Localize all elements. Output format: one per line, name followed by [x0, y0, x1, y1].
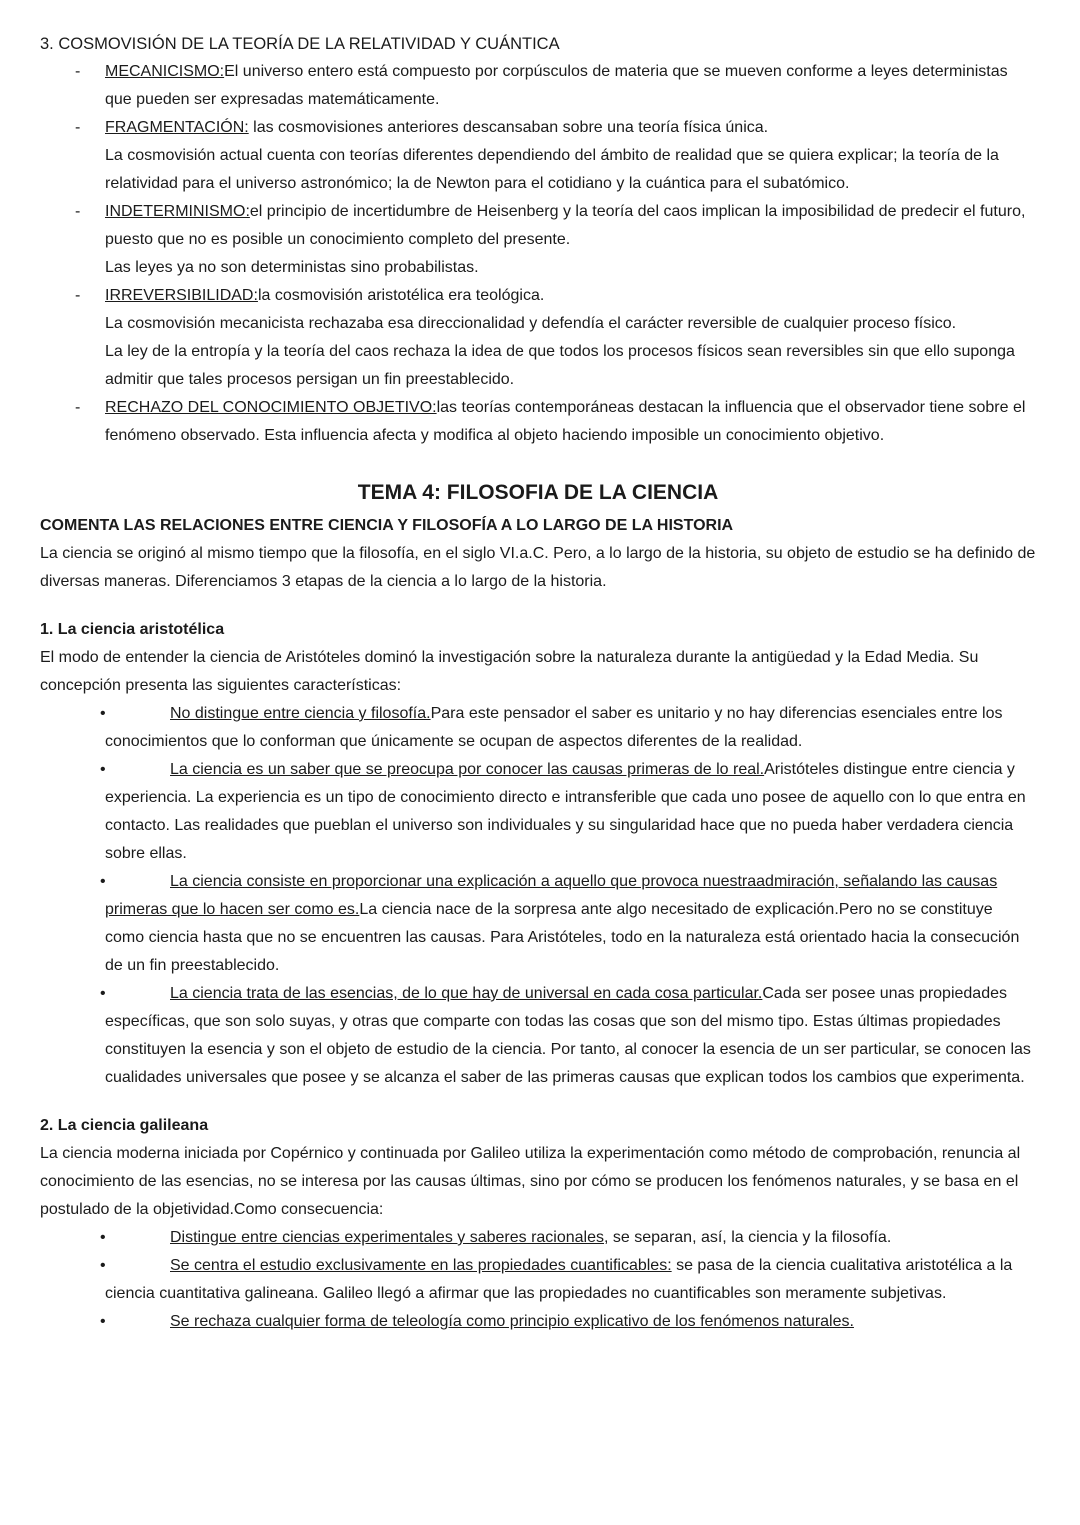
bullet-body: se separan, así, la ciencia y la filosofía.	[608, 1229, 892, 1246]
dash-marker: -	[75, 119, 81, 136]
definition-item-fragmentacion	[75, 114, 1036, 198]
definition-term: RECHAZO DEL CONOCIMIENTO OBJETIVO:	[105, 399, 437, 416]
definition-paragraph	[105, 114, 1036, 142]
definition-item-rechazo-conocimiento	[75, 394, 1036, 450]
bullet-body: Aristóteles distingue entre ciencia y experiencia. La experiencia es un tipo de conocimiento directo e intransferible que cada uno posee de aquello con lo que entra en contacto. Las realidades que pueblan el universo son individuales y su singularidad hace que no pueda haber verdadera ciencia sobre ellas.	[105, 761, 1026, 862]
definition-continuation: La cosmovisión actual cuenta con teorías diferentes dependiendo del ámbito de realidad que se quiera explicar; la teoría de la relatividad para el universo astronómico; la de Newton para el cotidiano y la cuántica para el subatómico.	[105, 147, 999, 192]
bullet-body: Cada ser posee unas propiedades específicas, que son solo suyas, y otras que comparte con todas las cosas que son del mismo tipo. Estas últimas propiedades constituyen la esencia y son el objeto de estudio de la ciencia. Por tanto, al conocer la esencia de un ser particular, se conocen las cualidades universales que posee y se alcanza el saber de las primeras causas que explican todos los cambios que experimenta.	[105, 985, 1031, 1086]
bullet-marker: •	[100, 873, 106, 890]
bullet-item-rechaza-teleologia	[100, 1308, 1036, 1336]
definition-item-irreversibilidad	[75, 282, 1036, 394]
definition-body: las teorías contemporáneas destacan la influencia que el observador tiene sobre el fenómeno observado. Esta influencia afecta y modifica al objeto haciendo imposible un conocimiento objetivo.	[105, 399, 1026, 444]
tema4-title: TEMA 4: FILOSOFIA DE LA CIENCIA	[357, 481, 719, 504]
bullet-body: se pasa de la ciencia cualitativa aristotélica a la ciencia cuantitativa galineana. Galileo llegó a afirmar que las propiedades no cuantificables son meramente subjetivas.	[105, 1257, 1013, 1302]
definition-body: las cosmovisiones anteriores descansaban sobre una teoría física única.	[248, 119, 769, 136]
definition-item-mecanicismo	[75, 58, 1036, 114]
bullet-paragraph	[105, 1308, 1036, 1336]
dash-marker: -	[75, 63, 81, 80]
definition-paragraph	[105, 282, 1036, 310]
bullet-item-explicacion-admiracion	[100, 868, 1036, 980]
dash-marker: -	[75, 203, 81, 220]
bullet-paragraph	[105, 868, 1036, 980]
subsection1-heading: 1. La ciencia aristotélica	[40, 621, 225, 638]
bullet-paragraph	[105, 700, 1036, 756]
definition-body: el principio de incertidumbre de Heisenberg y la teoría del caos implican la imposibilidad de predecir el futuro, puesto que no es posible un conocimiento completo del presente.	[105, 203, 1026, 248]
definition-body: la cosmovisión aristotélica era teológica.	[257, 287, 545, 304]
definition-paragraph	[105, 394, 1036, 450]
bullet-paragraph	[105, 1224, 1036, 1252]
bullet-item-esencias	[100, 980, 1036, 1092]
bullet-lead: La ciencia es un saber que se preocupa por conocer las causas primeras de lo real.	[170, 761, 765, 778]
definition-term: INDETERMINISMO:	[105, 203, 250, 220]
subsection1-intro: El modo de entender la ciencia de Aristóteles dominó la investigación sobre la naturaleza durante la antigüedad y la Edad Media. Su concepción presenta las siguientes características:	[40, 649, 979, 694]
bullet-body: Para este pensador el saber es unitario y no hay diferencias esenciales entre los conocimientos que lo conforman que únicamente se ocupan de aspectos diferentes de la realidad.	[105, 705, 1003, 750]
tema4-intro-paragraph: La ciencia se originó al mismo tiempo que la filosofía, en el siglo VI.a.C. Pero, a lo largo de la historia, su objeto de estudio se ha definido de diversas maneras. Diferenciamos 3 etapas de la ciencia a lo largo de la historia.	[40, 545, 1036, 590]
bullet-marker: •	[100, 985, 106, 1002]
bullet-item-saber-causas	[100, 756, 1036, 868]
bullet-body: La ciencia nace de la sorpresa ante algo necesitado de explicación.Pero no se constituye como ciencia hasta que no se encuentren las causas. Para Aristóteles, todo en la naturaleza está orientado hacia la consecución de un fin preestablecido.	[105, 901, 1020, 974]
subsection2-heading: 2. La ciencia galileana	[40, 1117, 209, 1134]
definition-item-indeterminismo	[75, 198, 1036, 282]
definition-term: IRREVERSIBILIDAD:	[105, 287, 258, 304]
bullet-marker: •	[100, 1229, 106, 1246]
bullet-paragraph	[105, 980, 1036, 1092]
bullet-lead: Se rechaza cualquier forma de teleología como principio explicativo de los fenómenos naturales.	[170, 1313, 854, 1330]
bullet-lead: La ciencia consiste en proporcionar una explicación a aquello que provoca nuestraadmiración, señalando las causas primeras que lo hacen ser como es.	[105, 873, 998, 918]
section3-heading: 3. COSMOVISIÓN DE LA TEORÍA DE LA RELATIVIDAD Y CUÁNTICA	[40, 35, 560, 53]
definition-continuation: La cosmovisión mecanicista rechazaba esa direccionalidad y defendía el carácter reversible de cualquier proceso físico.	[105, 315, 957, 332]
definition-continuation: La ley de la entropía y la teoría del caos rechaza la idea de que todos los procesos físicos sean reversibles sin que ello suponga admitir que tales procesos persigan un fin preestablecido.	[105, 343, 1015, 388]
definition-term: FRAGMENTACIÓN:	[105, 119, 249, 136]
definition-term: MECANICISMO:	[105, 63, 225, 80]
bullet-lead: Distingue entre ciencias experimentales y saberes racionales,	[170, 1229, 609, 1246]
bullet-lead: No distingue entre ciencia y filosofía.	[170, 705, 431, 722]
bullet-lead: Se centra el estudio exclusivamente en las propiedades cuantificables:	[170, 1257, 672, 1274]
bullet-paragraph	[105, 1252, 1036, 1308]
bullet-marker: •	[100, 705, 106, 722]
definition-body: El universo entero está compuesto por corpúsculos de materia que se mueven conforme a leyes deterministas que pueden ser expresadas matemáticamente.	[105, 63, 1008, 108]
bullet-marker: •	[100, 1313, 106, 1330]
definition-paragraph	[105, 198, 1036, 254]
definition-continuation: Las leyes ya no son deterministas sino probabilistas.	[105, 259, 479, 276]
definition-paragraph	[105, 58, 1036, 114]
dash-marker: -	[75, 287, 81, 304]
tema4-question-heading: COMENTA LAS RELACIONES ENTRE CIENCIA Y FILOSOFÍA A LO LARGO DE LA HISTORIA	[40, 517, 734, 534]
bullet-lead: La ciencia trata de las esencias, de lo que hay de universal en cada cosa particular.	[170, 985, 763, 1002]
dash-marker: -	[75, 399, 81, 416]
bullet-marker: •	[100, 761, 106, 778]
subsection2-intro: La ciencia moderna iniciada por Copérnico y continuada por Galileo utiliza la experimentación como método de comprobación, renuncia al conocimiento de las esencias, no se interesa por las causas últimas, sino por cómo se producen los fenómenos naturales, y se basa en el postulado de la objetividad.Como consecuencia:	[40, 1145, 1021, 1218]
bullet-paragraph	[105, 756, 1036, 868]
bullet-item-distingue-saberes	[100, 1224, 1036, 1252]
bullet-marker: •	[100, 1257, 106, 1274]
bullet-item-no-distingue	[100, 700, 1036, 756]
bullet-item-propiedades-cuantificables	[100, 1252, 1036, 1308]
